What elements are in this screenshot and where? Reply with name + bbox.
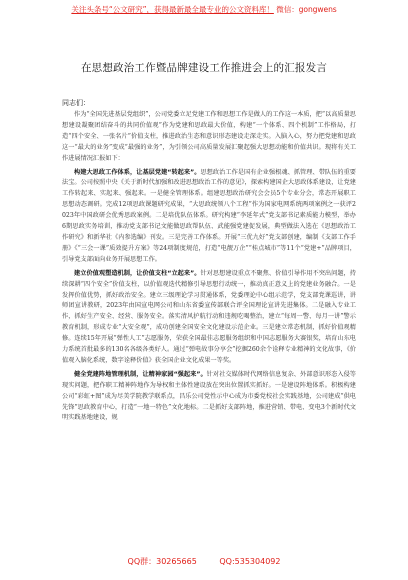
qq-number: QQ:535304092 — [219, 557, 281, 566]
paragraph-section-2 — [62, 269, 356, 367]
paragraph-intro — [62, 110, 356, 165]
paragraph-text: 思想政治工作是国有企业强根魂、抓管理、带队伍的重要法宝。公司按照中央《关于新时代加强和改进思想政治工作的意见》，探索构建国企大思政体系建设，让党建工作转起来、实起来、强起来。一是健全管理体系。组建思想政治研究会会员5个专业分会，常态开展职工思想动态调研。完成12项思政课题研究成果，“大思政统领八个工程”作为国家电网系统两项案例之一获评2023年中国政研会优秀思政案例。二是培优队伍体系。研究构建“李延年式”党支部书记素质能力模型，举办6期思政实务培训，推动党支部书记文能做思政帮队伍、武能强党建促发展，典型做法入选在《思想政治工作研究》和新华社《内参选编》刊发。三是完善工作体系。开展“三优九好”党支部创建，编制《支部工作手册》《“三会一课”质效提升方案》等24项制度规范，打造“电靓万企”“桂点城市”等11个“党建+”品牌项目，引导党支部面向业务开展思想工作。 — [62, 168, 356, 263]
wechat-id: 微信：gongwens — [276, 5, 337, 14]
section-heading: 构建大思政工作体系，让基层党建“转起来”。 — [74, 168, 201, 176]
qq-group: QQ群：30265665 — [127, 557, 197, 566]
contact-footer — [0, 556, 408, 567]
paragraph-text: 针对思想建设重点不聚焦、价值引导作用不突出问题，持续深耕“四个安全”价值支柱，以价值观迭代精修引导思想行动统一，推动真正意义上的党建业务融合。一是发挥价值优势，抓好政治安全。建立三级理论学习贯通体系，党委理论中心组示范学，党支部党课巡讲，讲师团宣讲教研，2023年由国宣电网公司和山东省委宣传部联合评全国理论宣讲先进集体。二是融入专业工作，抓好生产安全、经营、服务安全。落实清风护航行动和违规吃喝整治，建立“每周一警、每月一讲”警示教育机制，形成专业“大安全观”，成功创建全国安全文化建设示范企业。三是建立常态机制，抓好价值观精修。连续15年开展“弹性人工”志愿服务，荣获全国最佳志愿服务组织和中国志愿服务大赛银奖，培育山东电力系统首批最多的130名各级各类好人。通过“弹电故事分享会”挖掘260余个诠释专业精神的文化故事，《价值观入脑化系统，数字诠释价值》获全国企业文化成果一等奖。 — [62, 269, 356, 364]
section-heading: 建立价值观塑造机制，让价值支柱“立起来”。 — [74, 269, 201, 277]
document-title: 在思想政治工作暨品牌建设工作推进会上的汇报发言 — [80, 62, 328, 74]
section-heading: 健全党建阵地管理机制，让精神家园“强起来”。 — [74, 370, 207, 378]
promo-banner — [0, 4, 408, 15]
document-body — [62, 110, 356, 427]
paragraph-section-3 — [62, 370, 356, 425]
salutation: 同志们： — [62, 99, 90, 107]
paragraph-section-1 — [62, 168, 356, 266]
paragraph-text: 作为“全国先进基层党组织”，公司党委立足党建工作和思想工作是做人的工作这一本质，把“以高质量思想建设凝聚团结奋斗的共同价值观”作为党建和思政最大价值，构建“一个体系、四个机制”工作格局，打造“四个安全、一张名片”价值支柱，推进政治生态和意识形态建设走深走实。入脑入心，努力把党建和思政这一“最大的业务”变成“最强的业务”，为引领公司高质量发展汇聚起强大思想动能和价值共识。现将有关工作进展情况汇报如下： — [62, 111, 356, 162]
promo-banner-text[interactable]: 关注头条号“公文研究”，获得最新最全最专业的公文资料库！ — [71, 5, 274, 14]
paragraph-text: 针对社交媒体时代网络信息复杂、外部意识形态入侵等现实问题，把作职工精神阵地作为导权和主体性建设放在突出位置抓实抓好。一是建设阵地体系。积极构建公司“彩虹+图”成为尽美学院教学联系点，昌乐公司党性示中心成为市委党校社会实践基地，公司建成“供电先锋”思政教育中心，打造“一地一特色”文化地标。二是抓好支部阵地，推进营销、带电、变电3个新时代文明实践基地建设，规 — [62, 370, 356, 422]
